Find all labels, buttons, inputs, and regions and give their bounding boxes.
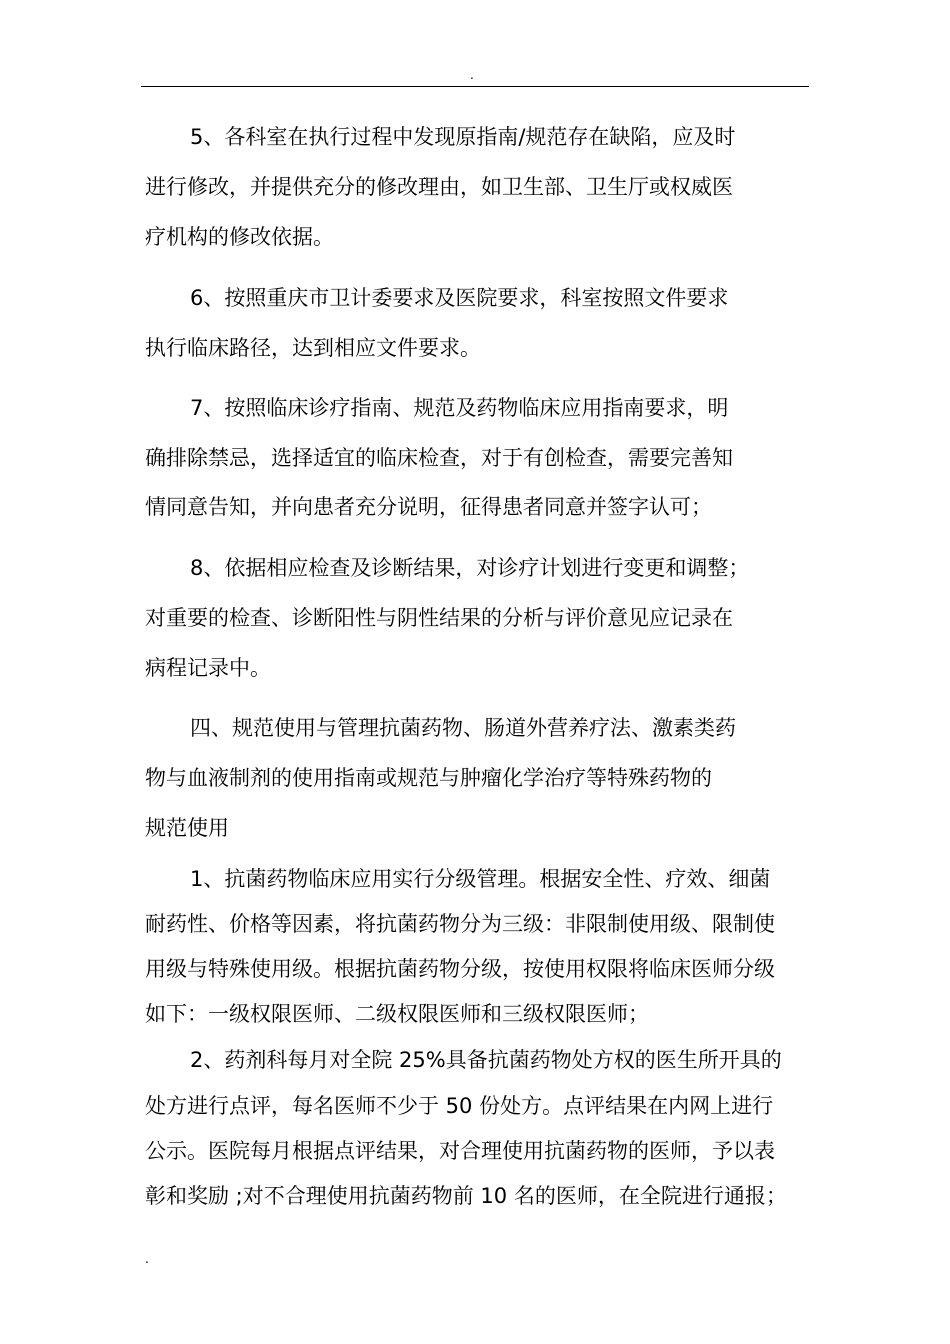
header-mark: . (470, 68, 474, 82)
item1-line-1: 1、抗菌药物临床应用实行分级管理。根据安全性、疗效、细菌 (190, 867, 771, 891)
p8-line-2: 对重要的检查、诊断阳性与阴性结果的分析与评价意见应记录在 (145, 606, 733, 630)
item2-line-4: 彰和奖励 ;对不合理使用抗菌药物前 10 名的医师，在全院进行通报； (145, 1184, 787, 1208)
footer-mark: . (145, 1252, 149, 1266)
section4-heading-line-1: 四、规范使用与管理抗菌药物、肠道外营养疗法、激素类药 (190, 716, 736, 740)
item1-line-4: 如下：一级权限医师、二级权限医师和三级权限医师； (145, 1002, 649, 1026)
section4-heading-line-3: 规范使用 (145, 816, 229, 840)
header-rule (141, 86, 809, 87)
section4-heading-line-2: 物与血液制剂的使用指南或规范与肿瘤化学治疗等特殊药物的 (145, 766, 712, 790)
p7-line-1: 7、按照临床诊疗指南、规范及药物临床应用指南要求，明 (190, 396, 729, 420)
p6-line-2: 执行临床路径，达到相应文件要求。 (145, 336, 481, 360)
item1-line-3: 用级与特殊使用级。根据抗菌药物分级，按使用权限将临床医师分级 (145, 957, 775, 981)
p7-line-3: 情同意告知，并向患者充分说明，征得患者同意并签字认可； (145, 495, 712, 519)
p8-line-1: 8、依据相应检查及诊断结果，对诊疗计划进行变更和调整； (190, 556, 750, 580)
item1-line-2: 耐药性、价格等因素，将抗菌药物分为三级：非限制使用级、限制使 (145, 912, 775, 936)
p7-line-2: 确排除禁忌，选择适宜的临床检查，对于有创检查，需要完善知 (145, 446, 733, 470)
p8-line-3: 病程记录中。 (145, 656, 271, 680)
item2-line-3: 公示。医院每月根据点评结果，对合理使用抗菌药物的医师，予以表 (145, 1139, 775, 1163)
p6-line-1: 6、按照重庆市卫计委要求及医院要求，科室按照文件要求 (190, 286, 729, 310)
p5-line-3: 疗机构的修改依据。 (145, 225, 334, 249)
p5-line-2: 进行修改，并提供充分的修改理由，如卫生部、卫生厅或权威医 (145, 175, 733, 199)
item2-line-2: 处方进行点评，每名医师不少于 50 份处方。点评结果在内网上进行 (145, 1094, 774, 1118)
item2-line-1: 2、药剂科每月对全院 25%具备抗菌药物处方权的医生所开具的 (190, 1048, 782, 1072)
p5-line-1: 5、各科室在执行过程中发现原指南/规范存在缺陷，应及时 (190, 125, 736, 149)
